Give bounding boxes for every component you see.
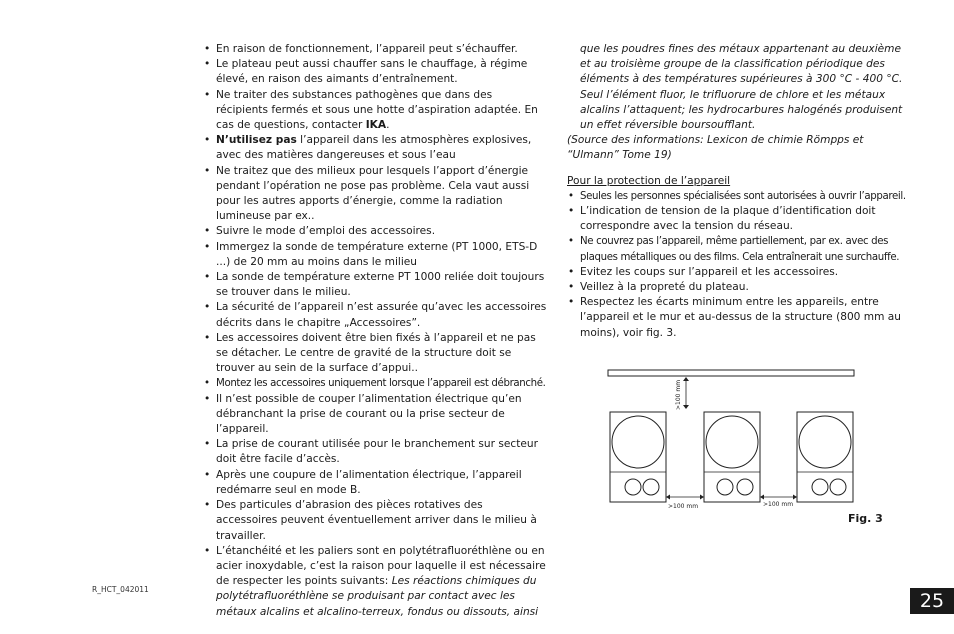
list-item-text: La sécurité de l’appareil n’est assurée qu’avec les accessoires décrits dans le chapitre „Accessoires”. bbox=[216, 301, 547, 329]
list-item bbox=[203, 224, 547, 239]
list-item-text: Montez les accessoires uniquement lorsque l’appareil est débranché. bbox=[216, 378, 546, 390]
list-item-text: L’étanchéité et les paliers sont en polytétrafluoréthlène ou en acier inoxydable, c’est la raison pour laquelle il est nécessaire de respecter les points suivants: bbox=[216, 544, 546, 588]
spacing-diagram bbox=[600, 364, 860, 514]
list-item-text: Ne traiter des substances pathogènes que dans des récipients fermés et sous une hotte d’aspiration adaptée. En cas de questions, contacter bbox=[216, 88, 538, 132]
list-item bbox=[567, 234, 911, 264]
list-item-text: Les réactions chimiques du polytétrafluoréthlène se produisant par contact avec les métaux alcalins et alcalino-terreux, fondus ou dissouts, ainsi bbox=[216, 575, 539, 618]
list-item-text: L’indication de tension de la plaque d’identification doit correspondre avec la tension du réseau. bbox=[580, 205, 876, 233]
list-item-text: Evitez les coups sur l’appareil et les accessoires. bbox=[580, 265, 839, 278]
list-item-text: Suivre le mode d’emploi des accessoires. bbox=[216, 225, 436, 238]
top-structure bbox=[608, 370, 854, 376]
left-safety-list bbox=[203, 42, 547, 620]
list-item-text: Des particules d’abrasion des pièces rotatives des accessoires peuvent éventuellement arriver dans le milieu à travailler. bbox=[216, 499, 537, 542]
list-item bbox=[203, 133, 547, 163]
list-item bbox=[567, 295, 911, 341]
list-item bbox=[567, 280, 911, 295]
list-item-text: Seules les personnes spécialisées sont autorisées à ouvrir l’appareil. bbox=[580, 190, 906, 202]
list-item bbox=[203, 468, 547, 498]
list-item-text: Les accessoires doivent être bien fixés à l’appareil et ne pas se détacher. Le centre de gravité de la structure doit se trouver au sein de la surface d’appui.. bbox=[216, 331, 536, 375]
list-item-text: Respectez les écarts minimum entre les appareils, entre l’appareil et le mur et au-dessus de la structure (800 mm au moins), voir fig. 3. bbox=[580, 296, 901, 339]
vertical-dimension-label: >100 mm bbox=[675, 379, 682, 410]
list-item-text: . bbox=[386, 119, 390, 132]
device-right bbox=[797, 412, 853, 502]
list-item bbox=[203, 42, 547, 57]
list-item bbox=[203, 498, 547, 544]
section-heading: Pour la protection de l’appareil bbox=[567, 174, 731, 187]
list-item-text: La prise de courant utilisée pour le branchement sur secteur doit être facile d’accès. bbox=[216, 438, 538, 466]
list-item bbox=[203, 88, 547, 134]
list-item-text: Après une coupure de l’alimentation électrique, l’appareil redémarre seul en mode B. bbox=[216, 468, 522, 496]
list-item-text: l’appareil dans les atmosphères explosives, avec des matières dangereuses et sous l’eau bbox=[216, 134, 532, 162]
list-item-text: Ne traitez que des milieux pour lesquels l’apport d’énergie pendant l’opération ne pose pas problème. Cela vaut aussi pour les autres apports d’énergie, comme la radiation lumineuse par ex.. bbox=[216, 164, 530, 223]
list-item bbox=[203, 437, 547, 467]
figure-label: Fig. 3 bbox=[848, 512, 883, 525]
list-item-text: La sonde de température externe PT 1000 reliée doit toujours se trouver dans le milieu. bbox=[216, 271, 545, 299]
device-left bbox=[610, 412, 666, 502]
list-item bbox=[203, 331, 547, 377]
italic-continuation: que les poudres fines des métaux appartenant au deuxième et au troisième groupe de la classification périodique des éléments à des températures supérieures à 300 °C - 400 °C. Seul l’élément fluor, le trifluorure de chlore et les métaux alcalins l’attaquent; les hydrocarbures halogénés produisent un effet réversible boursoufflant. bbox=[580, 43, 903, 132]
list-item bbox=[203, 376, 547, 391]
list-item bbox=[203, 392, 547, 438]
list-item-text: En raison de fonctionnement, l’appareil peut s’échauffer. bbox=[216, 43, 518, 55]
list-item-text: N’utilisez pas bbox=[216, 134, 297, 147]
horizontal-dimension-label-2: >100 mm bbox=[763, 501, 794, 508]
list-item bbox=[203, 544, 547, 620]
right-protection-list bbox=[567, 189, 911, 341]
list-item-text: Ne couvrez pas l’appareil, même partiellement, par ex. avec des plaques métalliques ou des films. Cela entraînerait une surchauffe. bbox=[580, 236, 900, 263]
list-item bbox=[567, 189, 911, 204]
list-item bbox=[203, 300, 547, 330]
page-number: 25 bbox=[910, 588, 954, 614]
list-item-text: Le plateau peut aussi chauffer sans le chauffage, à régime élevé, en raison des aimants d’entraînement. bbox=[216, 58, 528, 86]
list-item bbox=[203, 164, 547, 225]
list-item bbox=[203, 270, 547, 300]
device-middle bbox=[704, 412, 760, 502]
right-column bbox=[567, 42, 911, 341]
list-item bbox=[567, 204, 911, 234]
document-code: R_HCT_042011 bbox=[92, 585, 149, 594]
source-note: (Source des informations: Lexicon de chimie Römpps et “Ulmann” Tome 19) bbox=[567, 134, 864, 162]
list-item-text: IKA bbox=[365, 119, 387, 132]
list-item-text: Veillez à la propreté du plateau. bbox=[580, 281, 749, 294]
list-item bbox=[203, 240, 547, 270]
list-item-text: Immergez la sonde de température externe (PT 1000, ETS-D ...) de 20 mm au moins dans le milieu bbox=[216, 240, 538, 268]
horizontal-dimension-label-1: >100 mm bbox=[668, 503, 699, 510]
list-item bbox=[567, 265, 911, 280]
left-column bbox=[203, 42, 547, 620]
list-item bbox=[203, 57, 547, 87]
list-item-text: Il n’est possible de couper l’alimentation électrique qu’en débranchant la prise de courant ou la prise secteur de l’appareil. bbox=[216, 392, 522, 436]
